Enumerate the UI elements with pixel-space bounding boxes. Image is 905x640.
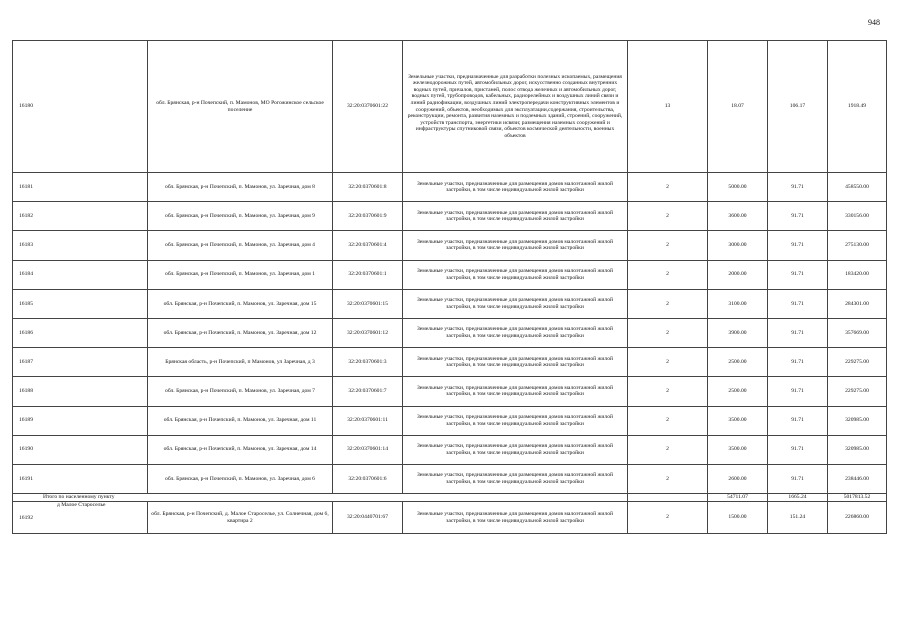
row-area: 2600.00	[708, 464, 768, 493]
row-rate: 91.71	[768, 348, 828, 377]
row-purpose: Земельные участки, предназначенные для размещения домов малоэтажной жилой застройки, в том числе индивидуальной жилой застройки	[403, 348, 628, 377]
row-area: 2500.00	[708, 348, 768, 377]
row-purpose: Земельные участки, предназначенные для размещения домов малоэтажной жилой застройки, в том числе индивидуальной жилой застройки	[403, 289, 628, 318]
row-address: обл. Брянская, р-н Почепский, п. Мамонов, ул. Заречная, дом 11	[148, 406, 333, 435]
table-row	[13, 435, 887, 464]
table-row	[13, 318, 887, 347]
row-id: 16184	[13, 260, 148, 289]
row-value: 458550.00	[828, 173, 887, 202]
subtotal-value: 5017813.52	[828, 494, 887, 502]
subtotal-row	[13, 494, 887, 502]
row-purpose: Земельные участки, предназначенные для размещения домов малоэтажной жилой застройки, в том числе индивидуальной жилой застройки	[403, 231, 628, 260]
row-id: 16181	[13, 173, 148, 202]
subtotal-rate: 1665.24	[768, 494, 828, 502]
land-parcels-table	[12, 40, 887, 534]
row-group: 13	[628, 41, 708, 173]
row-purpose: Земельные участки, предназначенные для размещения домов малоэтажной жилой застройки, в том числе индивидуальной жилой застройки	[403, 377, 628, 406]
row-cadastral: 32:20:0370601:15	[333, 289, 403, 318]
row-cadastral: 32:20:0370601:6	[333, 464, 403, 493]
row-address: обл. Брянская, р-н Почепский, д. Малое Староселье, ул. Солнечная, дом 6, квартира 2	[148, 502, 333, 534]
table-body	[13, 41, 887, 534]
section-label: д Малое Староселье	[57, 502, 106, 509]
row-area: 2000.00	[708, 260, 768, 289]
row-cadastral: 32:20:0370601:14	[333, 435, 403, 464]
row-id: 16192	[19, 514, 33, 521]
row-cadastral: 32:20:0370601:12	[333, 318, 403, 347]
row-group: 2	[628, 464, 708, 493]
row-rate: 106.17	[768, 41, 828, 173]
table-row	[13, 202, 887, 231]
table-row	[13, 289, 887, 318]
row-cadastral: 32:20:0370601:1	[333, 260, 403, 289]
row-area: 3600.00	[708, 202, 768, 231]
row-id: 16180	[13, 41, 148, 173]
subtotal-area: 54711.07	[708, 494, 768, 502]
row-address: обл. Брянская, р-н Почепский, п. Мамонов, ул. Заречная, дом 1	[148, 260, 333, 289]
page-number: 948	[868, 18, 880, 27]
row-value: 229275.00	[828, 377, 887, 406]
row-rate: 91.71	[768, 464, 828, 493]
row-purpose: Земельные участки, предназначенные для размещения домов малоэтажной жилой застройки, в том числе индивидуальной жилой застройки	[403, 260, 628, 289]
row-rate: 91.71	[768, 318, 828, 347]
row-area: 1500.00	[708, 502, 768, 534]
subtotal-empty-cell	[628, 494, 708, 502]
row-rate: 91.71	[768, 231, 828, 260]
row-area: 5000.00	[708, 173, 768, 202]
row-cadastral: 32:20:0370601:9	[333, 202, 403, 231]
row-group: 2	[628, 231, 708, 260]
row-group: 2	[628, 202, 708, 231]
row-id: 16188	[13, 377, 148, 406]
row-id: 16189	[13, 406, 148, 435]
row-group: 2	[628, 289, 708, 318]
row-area: 3500.00	[708, 406, 768, 435]
row-value: 320985.00	[828, 406, 887, 435]
row-purpose: Земельные участки, предназначенные для размещения домов малоэтажной жилой застройки, в том числе индивидуальной жилой застройки	[403, 406, 628, 435]
row-address: обл. Брянская, р-н Почепский, п. Мамонов, ул. Заречная, дом 15	[148, 289, 333, 318]
row-value: 226860.00	[828, 502, 887, 534]
table-row	[13, 377, 887, 406]
row-purpose: Земельные участки, предназначенные для размещения домов малоэтажной жилой застройки, в том числе индивидуальной жилой застройки	[403, 173, 628, 202]
row-address: обл. Брянская, р-н Почепский, п. Мамонов, ул. Заречная, дом 14	[148, 435, 333, 464]
row-group: 2	[628, 348, 708, 377]
row-address: Брянская область, р-н Почепский, п Мамонов, ул Заречная, д 3	[148, 348, 333, 377]
row-value: 229275.00	[828, 348, 887, 377]
row-rate: 91.71	[768, 406, 828, 435]
row-area: 3100.00	[708, 289, 768, 318]
table-row	[13, 260, 887, 289]
row-value: 183420.00	[828, 260, 887, 289]
row-value: 320985.00	[828, 435, 887, 464]
row-cadastral: 32:20:0370601:4	[333, 231, 403, 260]
row-value: 1918.49	[828, 41, 887, 173]
row-cadastral: 32:20:0370601:7	[333, 377, 403, 406]
row-cadastral: 32:20:0370601:22	[333, 41, 403, 173]
row-area: 3900.00	[708, 318, 768, 347]
row-area: 3500.00	[708, 435, 768, 464]
row-id: 16183	[13, 231, 148, 260]
row-area: 2500.00	[708, 377, 768, 406]
row-value: 357669.00	[828, 318, 887, 347]
subtotal-label: Итого по населенному пункту	[13, 494, 628, 502]
row-address: обл. Брянская, р-н Почепский, п. Мамонов, МО Рогожинское сельское поселение	[148, 41, 333, 173]
row-purpose: Земельные участки, предназначенные для размещения домов малоэтажной жилой застройки, в том числе индивидуальной жилой застройки	[403, 464, 628, 493]
row-group: 2	[628, 406, 708, 435]
row-cadastral: 32:20:0440701:67	[333, 502, 403, 534]
row-id: 16187	[13, 348, 148, 377]
row-rate: 91.71	[768, 289, 828, 318]
row-cadastral: 32:20:0370601:8	[333, 173, 403, 202]
table-row	[13, 41, 887, 173]
row-area: 18.07	[708, 41, 768, 173]
row-group: 2	[628, 435, 708, 464]
row-purpose: Земельные участки, предназначенные для размещения домов малоэтажной жилой застройки, в том числе индивидуальной жилой застройки	[403, 502, 628, 534]
row-group: 2	[628, 377, 708, 406]
row-purpose: Земельные участки, предназначенные для разработки полезных ископаемых, размещения железнодорожных путей, автомобильных дорог, искусственно созданных внутренних водных путей, причалов, пристаней, полос отвода железных и автомобильных дорог, водных путей, трубопроводов, кабельных, радиорелейных и воздушных линий связи и линий радиофикации, воздушных линий электропередачи конструктивных элементов и сооружений, объектов, необходимых для эксплуатации,содержания, строительства, реконструкции, ремонта, развития наземных и подземных зданий, строений, сооружений, устройств транспорта, энергетики исвязи; размещения наземных сооружений и инфраструктуры спутниковой связи, объектов космической деятельности, военных объектов	[403, 41, 628, 173]
section-header-cell	[13, 502, 148, 534]
row-value: 284301.00	[828, 289, 887, 318]
row-address: обл. Брянская, р-н Почепский, п. Мамонов, ул. Заречная, дом 12	[148, 318, 333, 347]
row-purpose: Земельные участки, предназначенные для размещения домов малоэтажной жилой застройки, в том числе индивидуальной жилой застройки	[403, 435, 628, 464]
table-row	[13, 406, 887, 435]
row-id: 16182	[13, 202, 148, 231]
row-cadastral: 32:20:0370601:3	[333, 348, 403, 377]
row-rate: 91.71	[768, 260, 828, 289]
row-address: обл. Брянская, р-н Почепский, п. Мамонов, ул. Заречная, дом 7	[148, 377, 333, 406]
row-rate: 91.71	[768, 377, 828, 406]
row-address: обл. Брянская, р-н Почепский, п. Мамонов, ул. Заречная, дом 8	[148, 173, 333, 202]
row-address: обл. Брянская, р-н Почепский, п. Мамонов, ул. Заречная, дом 9	[148, 202, 333, 231]
table-row	[13, 348, 887, 377]
row-id: 16191	[13, 464, 148, 493]
row-group: 2	[628, 502, 708, 534]
table-row	[13, 173, 887, 202]
row-id: 16190	[13, 435, 148, 464]
row-rate: 151.24	[768, 502, 828, 534]
row-address: обл. Брянская, р-н Почепский, п. Мамонов, ул. Заречная, дом 6	[148, 464, 333, 493]
row-value: 275130.00	[828, 231, 887, 260]
row-cadastral: 32:20:0370601:11	[333, 406, 403, 435]
row-rate: 91.71	[768, 202, 828, 231]
row-value: 330156.00	[828, 202, 887, 231]
row-id: 16186	[13, 318, 148, 347]
row-rate: 91.71	[768, 435, 828, 464]
row-group: 2	[628, 260, 708, 289]
row-group: 2	[628, 173, 708, 202]
row-rate: 91.71	[768, 173, 828, 202]
row-id: 16185	[13, 289, 148, 318]
row-purpose: Земельные участки, предназначенные для размещения домов малоэтажной жилой застройки, в том числе индивидуальной жилой застройки	[403, 318, 628, 347]
row-value: 238446.00	[828, 464, 887, 493]
table-row	[13, 502, 887, 534]
row-area: 3000.00	[708, 231, 768, 260]
row-address: обл. Брянская, р-н Почепский, п. Мамонов, ул. Заречная, дом 4	[148, 231, 333, 260]
row-group: 2	[628, 318, 708, 347]
table-row	[13, 231, 887, 260]
row-purpose: Земельные участки, предназначенные для размещения домов малоэтажной жилой застройки, в том числе индивидуальной жилой застройки	[403, 202, 628, 231]
table-row	[13, 464, 887, 493]
